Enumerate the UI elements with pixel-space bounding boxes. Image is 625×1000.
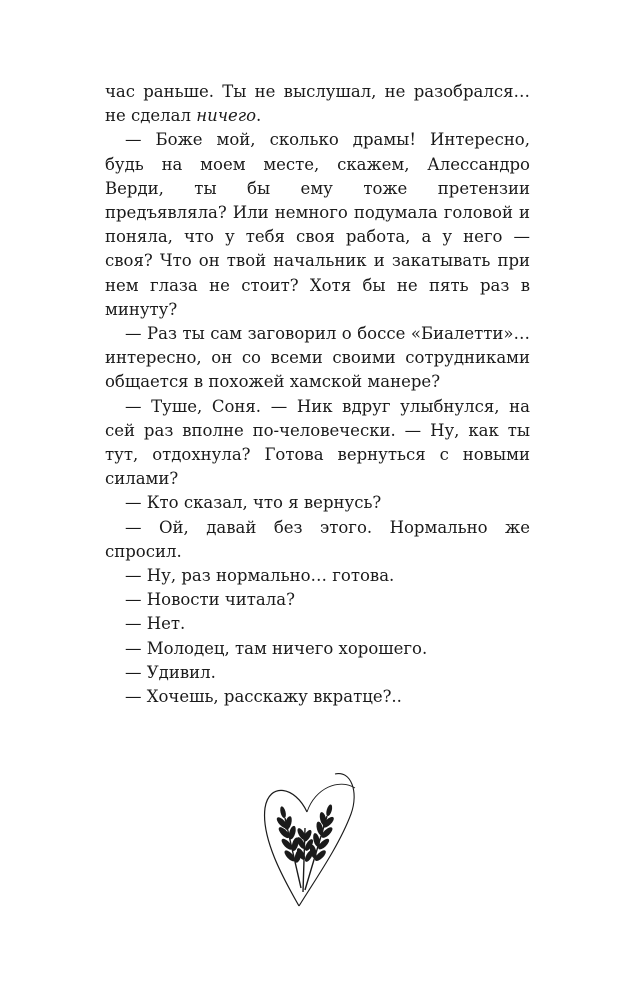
- dialogue-line: — Ну, раз нормально… готова.: [125, 566, 395, 586]
- paragraph-text: час раньше. Ты не выслушал, не разобрался… не сделал: [105, 82, 530, 126]
- dialogue-line: — Кто сказал, что я вернусь?: [125, 493, 382, 513]
- dialogue-line: — Ой, давай без этого. Нормально же спросил.: [105, 517, 530, 561]
- dialogue-line: — Новости читала?: [125, 590, 295, 610]
- wheat-heart-icon: [255, 768, 365, 908]
- body-text: [105, 80, 530, 709]
- dialogue-line: — Молодец, там ничего хорошего.: [125, 638, 428, 658]
- paragraph-end: .: [256, 106, 262, 126]
- dialogue-line: — Туше, Соня. — Ник вдруг улыбнулся, на сей раз вполне по-человечески. — Ну, как ты тут, отдохнула? Готова вернуться с новыми силами?: [105, 396, 530, 489]
- paragraph-continuation: [105, 80, 530, 128]
- dialogue-line: — Хочешь, расскажу вкратце?..: [125, 687, 402, 707]
- emphasis-word: ничего: [196, 106, 257, 126]
- dialogue-line: — Боже мой, сколько драмы! Интересно, будь на моем месте, скажем, Алессандро Верди, ты бы ему тоже претензии предъявляла? Или немного подумала головой и поняла, что у тебя своя работа, а у него — своя? Что он твой начальник и закатывать при нем глаза не стоит? Хотя бы не пять раз в минуту?: [105, 130, 530, 319]
- dialogue-line: — Удивил.: [125, 662, 216, 682]
- dialogue-line: — Нет.: [125, 614, 186, 634]
- dialogue-line: — Раз ты сам заговорил о боссе «Биалетти»… интересно, он со всеми своими сотрудниками общается в похожей хамской манере?: [105, 324, 530, 392]
